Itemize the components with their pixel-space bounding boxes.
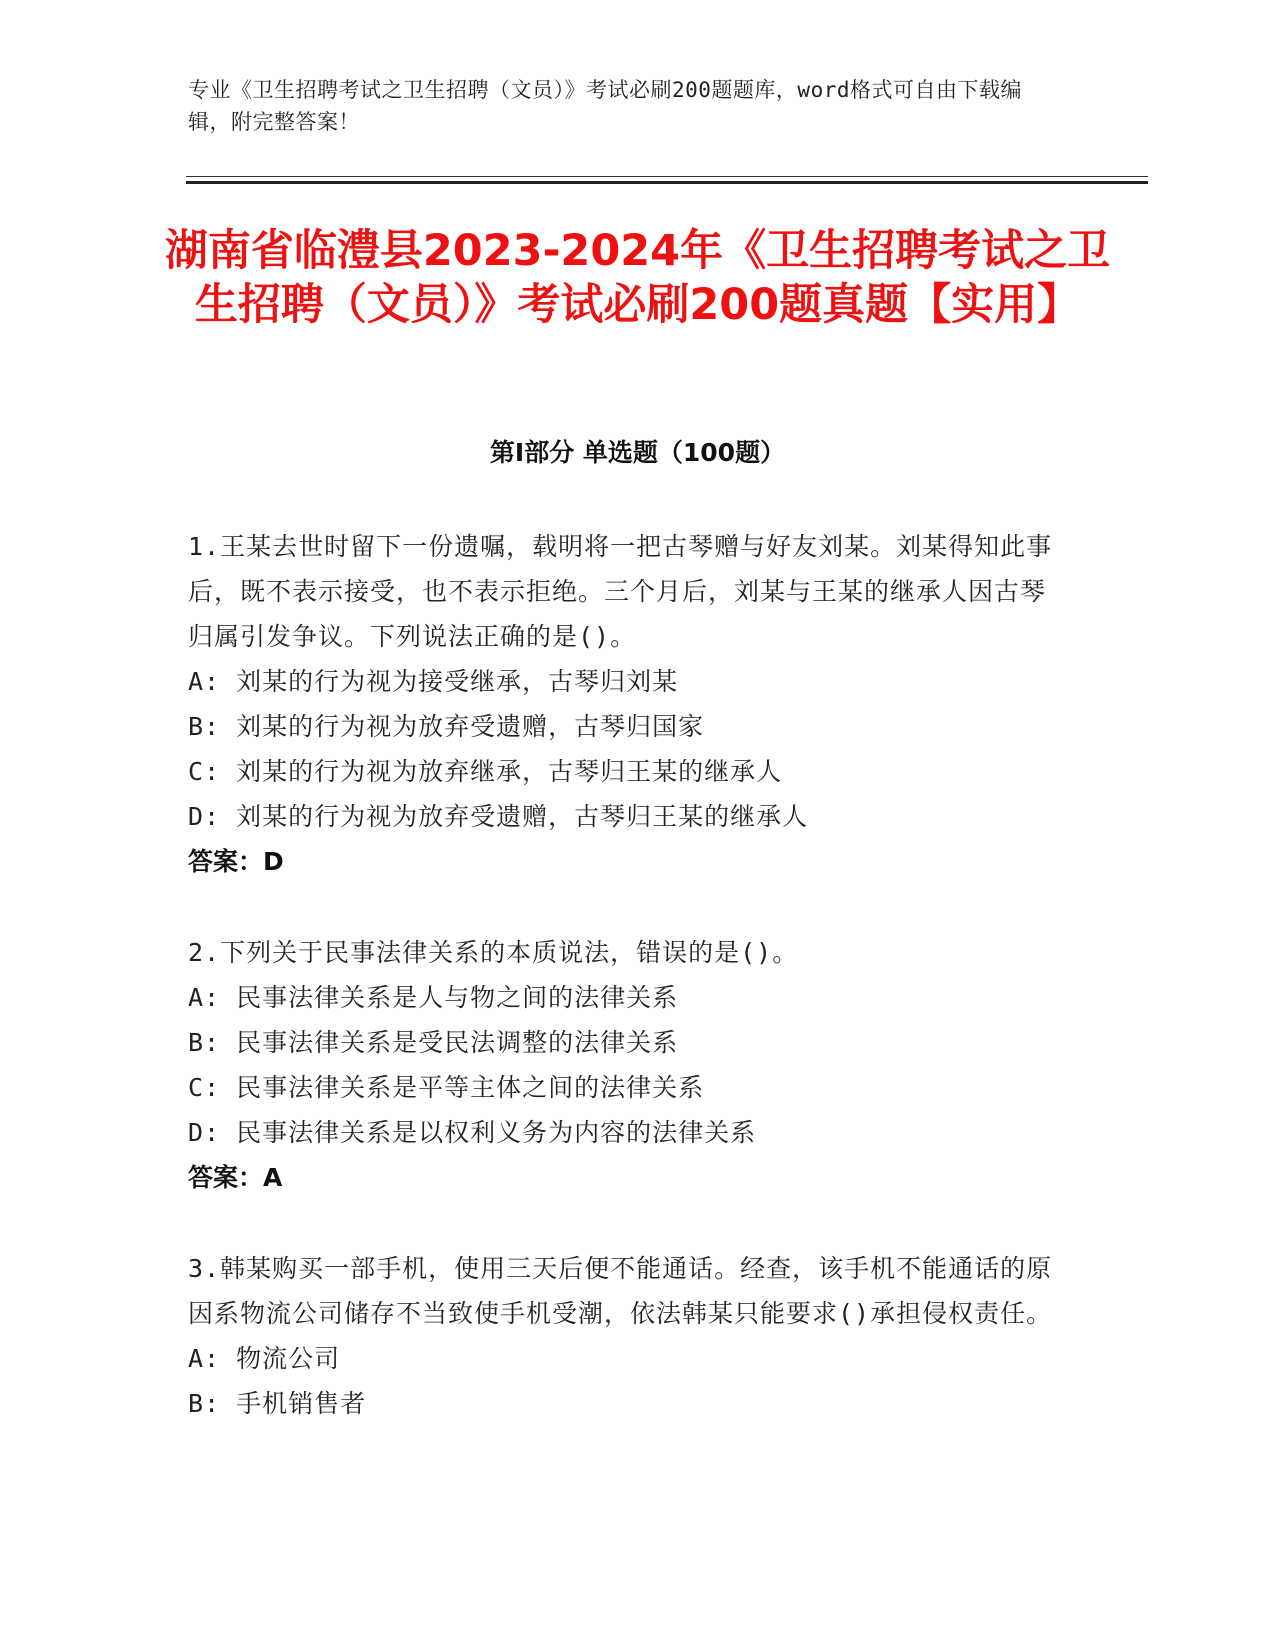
option-b: B: 民事法律关系是受民法调整的法律关系 (188, 1028, 679, 1057)
question-2 (188, 930, 1068, 1200)
answer: 答案：A (188, 1163, 283, 1192)
option-b: B: 刘某的行为视为放弃受遗赠，古琴归国家 (188, 712, 705, 741)
question-1 (188, 524, 1068, 884)
answer: 答案：D (188, 847, 284, 876)
question-stem: 1.王某去世时留下一份遗嘱，载明将一把古琴赠与好友刘某。刘某得知此事后，既不表示接受，也不表示拒绝。三个月后，刘某与王某的继承人因古琴归属引发争议。下列说法正确的是()。 (188, 532, 1053, 651)
option-c: C: 民事法律关系是平等主体之间的法律关系 (188, 1073, 705, 1102)
question-3 (188, 1246, 1068, 1426)
option-a: A: 刘某的行为视为接受继承，古琴归刘某 (188, 667, 679, 696)
option-b: B: 手机销售者 (188, 1389, 367, 1418)
option-a: A: 民事法律关系是人与物之间的法律关系 (188, 983, 679, 1012)
option-d: D: 民事法律关系是以权利义务为内容的法律关系 (188, 1118, 757, 1147)
header-divider-thin (186, 176, 1148, 177)
question-list (188, 524, 1068, 1472)
option-a: A: 物流公司 (188, 1344, 341, 1373)
option-d: D: 刘某的行为视为放弃受遗赠，古琴归王某的继承人 (188, 802, 809, 831)
option-c: C: 刘某的行为视为放弃继承，古琴归王某的继承人 (188, 757, 783, 786)
section-title: 第Ⅰ部分 单选题（100题） (489, 438, 786, 467)
question-stem: 3.韩某购买一部手机，使用三天后便不能通话。经查，该手机不能通话的原因系物流公司储存不当致使手机受潮，依法韩某只能要求()承担侵权责任。 (188, 1254, 1053, 1328)
document-title: 湖南省临澧县2023-2024年《卫生招聘考试之卫生招聘（文员）》考试必刷200题真题【实用】 (164, 226, 1111, 330)
header-note: 专业《卫生招聘考试之卫生招聘（文员）》考试必刷200题题库，word格式可自由下载编辑，附完整答案！ (188, 78, 1022, 134)
question-stem: 2.下列关于民事法律关系的本质说法，错误的是()。 (188, 938, 799, 967)
header-divider-thick (186, 181, 1148, 184)
